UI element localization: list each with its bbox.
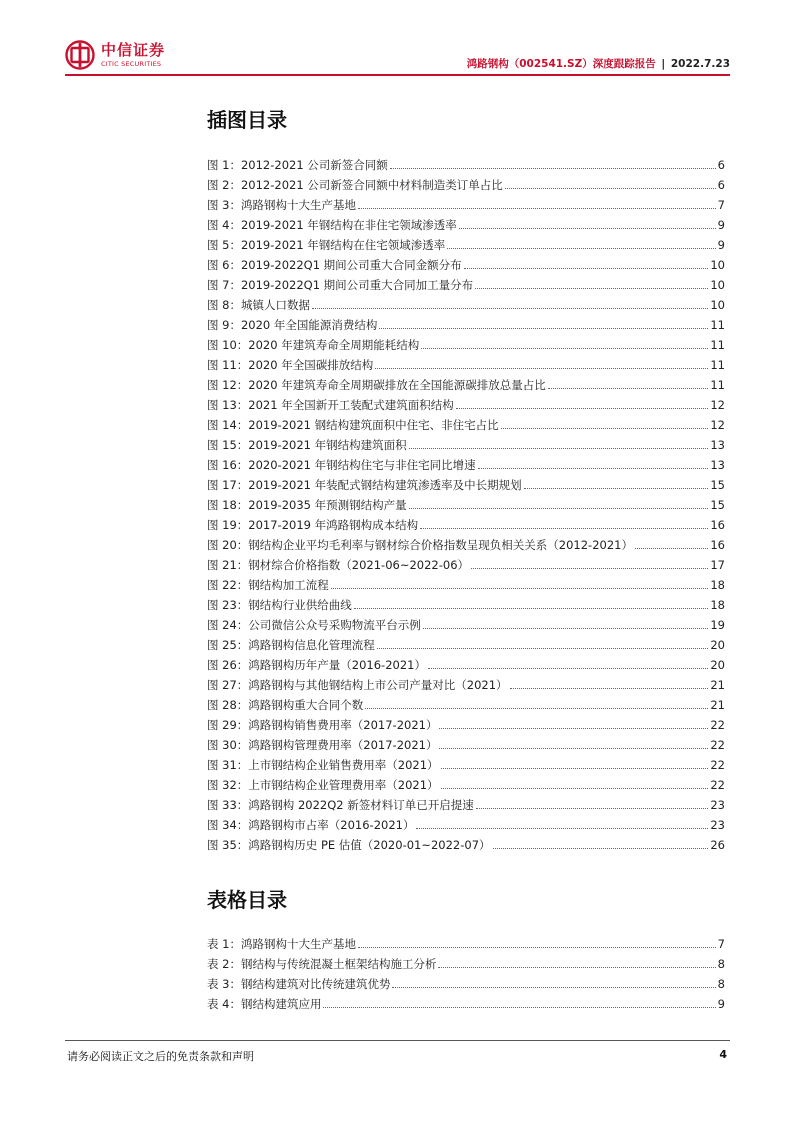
figure-entry-label: 图 30：鸿路钢构管理费用率（2017-2021） bbox=[207, 738, 438, 752]
figure-entry-label: 图 1：2012-2021 公司新签合同额 bbox=[207, 158, 388, 172]
figure-entry[interactable] bbox=[207, 275, 725, 295]
dot-leader bbox=[312, 308, 708, 309]
figure-entry[interactable] bbox=[207, 155, 725, 175]
report-info bbox=[467, 56, 730, 71]
table-entry-label: 表 2：钢结构与传统混凝土框架结构施工分析 bbox=[207, 957, 437, 971]
figure-entry[interactable] bbox=[207, 815, 725, 835]
dot-leader bbox=[493, 848, 709, 849]
figure-entry-label: 图 2：2012-2021 公司新签合同额中材料制造类订单占比 bbox=[207, 178, 503, 192]
dot-leader bbox=[464, 268, 709, 269]
figure-entry-page: 22 bbox=[710, 758, 725, 772]
figure-entry-page: 21 bbox=[710, 698, 725, 712]
figure-entry-label: 图 26：鸿路钢构历年产量（2016-2021） bbox=[207, 658, 426, 672]
figure-entry-label: 图 5：2019-2021 年钢结构在住宅领域渗透率 bbox=[207, 238, 446, 252]
figure-entry-page: 22 bbox=[710, 778, 725, 792]
figure-entry-page: 22 bbox=[710, 738, 725, 752]
figure-entry-label: 图 10：2020 年建筑寿命全周期能耗结构 bbox=[207, 338, 420, 352]
figure-entry[interactable] bbox=[207, 675, 725, 695]
figure-entry-label: 图 3：鸿路钢构十大生产基地 bbox=[207, 198, 356, 212]
figure-entry[interactable] bbox=[207, 215, 725, 235]
table-entry-label: 表 3：钢结构建筑对比传统建筑优势 bbox=[207, 977, 391, 991]
figure-entry-page: 12 bbox=[710, 418, 725, 432]
dot-leader bbox=[377, 648, 709, 649]
figure-entry[interactable] bbox=[207, 255, 725, 275]
figure-entry-label: 图 7：2019-2022Q1 期间公司重大合同加工量分布 bbox=[207, 278, 474, 292]
figure-entry-label: 图 33：鸿路钢构 2022Q2 新签材料订单已开启提速 bbox=[207, 798, 474, 812]
figure-entry-label: 图 20：钢结构企业平均毛利率与钢材综合价格指数呈现负相关关系（2012-2021） bbox=[207, 538, 633, 552]
figure-entry-page: 11 bbox=[710, 378, 725, 392]
dot-leader bbox=[331, 588, 709, 589]
dot-leader bbox=[441, 768, 709, 769]
figure-entry-page: 23 bbox=[710, 818, 725, 832]
figure-entry-label: 图 23：钢结构行业供给曲线 bbox=[207, 598, 352, 612]
figure-entry-page: 13 bbox=[710, 438, 725, 452]
figure-entry[interactable] bbox=[207, 295, 725, 315]
figure-entry[interactable] bbox=[207, 595, 725, 615]
figure-entry-label: 图 31：上市钢结构企业销售费用率（2021） bbox=[207, 758, 439, 772]
dot-leader bbox=[409, 508, 709, 509]
dot-leader bbox=[476, 808, 709, 809]
figure-entry[interactable] bbox=[207, 195, 725, 215]
header-divider bbox=[65, 74, 730, 76]
figure-entry-label: 图 17：2019-2021 年装配式钢结构建筑渗透率及中长期规划 bbox=[207, 478, 522, 492]
dot-leader bbox=[354, 608, 709, 609]
figure-entry-label: 图 27：鸿路钢构与其他钢结构上市公司产量对比（2021） bbox=[207, 678, 508, 692]
dot-leader bbox=[423, 628, 709, 629]
page-number: 4 bbox=[719, 1048, 727, 1061]
figure-entry-page: 17 bbox=[710, 558, 725, 572]
figure-entry[interactable] bbox=[207, 235, 725, 255]
figure-entry-label: 图 34：鸿路钢构市占率（2016-2021） bbox=[207, 818, 415, 832]
figure-entry-label: 图 11：2020 年全国碳排放结构 bbox=[207, 358, 374, 372]
figure-entry[interactable] bbox=[207, 755, 725, 775]
dot-leader bbox=[456, 408, 709, 409]
figure-entry-label: 图 18：2019-2035 年预测钢结构产量 bbox=[207, 498, 407, 512]
dot-leader bbox=[323, 1007, 715, 1008]
dot-leader bbox=[416, 828, 708, 829]
figure-entry-page: 21 bbox=[710, 678, 725, 692]
figure-entry[interactable] bbox=[207, 615, 725, 635]
dot-leader bbox=[447, 248, 715, 249]
dot-leader bbox=[392, 987, 715, 988]
figure-entry[interactable] bbox=[207, 635, 725, 655]
figure-entry[interactable] bbox=[207, 835, 725, 855]
figure-entry-label: 图 19：2017-2019 年鸿路钢构成本结构 bbox=[207, 518, 419, 532]
figure-entry-label: 图 21：钢材综合价格指数（2021-06~2022-06） bbox=[207, 558, 470, 572]
figure-entry-page: 10 bbox=[710, 258, 725, 272]
figure-entry[interactable] bbox=[207, 335, 725, 355]
figure-entry-label: 图 12：2020 年建筑寿命全周期碳排放在全国能源碳排放总量占比 bbox=[207, 378, 546, 392]
report-date: 2022.7.23 bbox=[670, 58, 730, 70]
table-entry[interactable] bbox=[207, 934, 725, 954]
figure-entry-label: 图 13：2021 年全国新开工装配式建筑面积结构 bbox=[207, 398, 454, 412]
figure-entry[interactable] bbox=[207, 395, 725, 415]
table-entry-page: 8 bbox=[717, 977, 725, 991]
figure-entry-page: 19 bbox=[710, 618, 725, 632]
figure-entry[interactable] bbox=[207, 535, 725, 555]
figure-entry-page: 13 bbox=[710, 458, 725, 472]
dot-leader bbox=[505, 188, 716, 189]
dot-leader bbox=[379, 328, 708, 329]
figure-entry-page: 26 bbox=[710, 838, 725, 852]
figure-entry-label: 图 22：钢结构加工流程 bbox=[207, 578, 329, 592]
figure-entry-page: 18 bbox=[710, 598, 725, 612]
figure-entry-label: 图 32：上市钢结构企业管理费用率（2021） bbox=[207, 778, 439, 792]
figure-entry-page: 9 bbox=[717, 218, 725, 232]
table-entry[interactable] bbox=[207, 954, 725, 974]
figure-entry-page: 23 bbox=[710, 798, 725, 812]
figure-entry[interactable] bbox=[207, 715, 725, 735]
dot-leader bbox=[439, 728, 708, 729]
header-separator: | bbox=[661, 58, 666, 70]
citic-logo bbox=[65, 38, 165, 72]
dot-leader bbox=[548, 388, 709, 389]
figure-entry[interactable] bbox=[207, 575, 725, 595]
figure-entry[interactable] bbox=[207, 455, 725, 475]
dot-leader bbox=[501, 428, 709, 429]
dot-leader bbox=[365, 708, 708, 709]
dot-leader bbox=[421, 348, 708, 349]
figure-entry-page: 20 bbox=[710, 638, 725, 652]
figure-entry[interactable] bbox=[207, 415, 725, 435]
figure-entry-label: 图 6：2019-2022Q1 期间公司重大合同金额分布 bbox=[207, 258, 462, 272]
figure-entry[interactable] bbox=[207, 795, 725, 815]
figure-entry-page: 15 bbox=[710, 498, 725, 512]
figure-entry-page: 22 bbox=[710, 718, 725, 732]
table-entry[interactable] bbox=[207, 974, 725, 994]
figure-entry-label: 图 16：2020-2021 年钢结构住宅与非住宅同比增速 bbox=[207, 458, 476, 472]
dot-leader bbox=[475, 288, 708, 289]
figure-entry-page: 11 bbox=[710, 338, 725, 352]
figure-entry[interactable] bbox=[207, 515, 725, 535]
dot-leader bbox=[390, 168, 716, 169]
figure-entry-page: 7 bbox=[717, 198, 725, 212]
figure-entry-label: 图 4：2019-2021 年钢结构在非住宅领域渗透率 bbox=[207, 218, 457, 232]
figure-entry-page: 20 bbox=[710, 658, 725, 672]
dot-leader bbox=[358, 208, 716, 209]
dot-leader bbox=[375, 368, 708, 369]
figure-entry[interactable] bbox=[207, 695, 725, 715]
table-entry-page: 7 bbox=[717, 937, 725, 951]
figure-entry-page: 16 bbox=[710, 518, 725, 532]
dot-leader bbox=[409, 448, 709, 449]
dot-leader bbox=[428, 668, 708, 669]
figure-entry-page: 6 bbox=[717, 158, 725, 172]
report-title: 鸿路钢构（002541.SZ）深度跟踪报告 bbox=[466, 58, 656, 70]
logo-chinese-name: 中信证券 bbox=[101, 40, 166, 59]
figure-entry[interactable] bbox=[207, 375, 725, 395]
figure-entry-label: 图 14：2019-2021 钢结构建筑面积中住宅、非住宅占比 bbox=[207, 418, 499, 432]
dot-leader bbox=[441, 788, 709, 789]
table-entry-label: 表 4：钢结构建筑应用 bbox=[207, 997, 322, 1011]
dot-leader bbox=[438, 967, 715, 968]
dot-leader bbox=[478, 468, 709, 469]
figures-section-title: 插图目录 bbox=[207, 108, 287, 132]
dot-leader bbox=[524, 488, 709, 489]
figure-entry-page: 18 bbox=[710, 578, 725, 592]
footer-divider bbox=[65, 1040, 730, 1041]
page-header bbox=[65, 34, 730, 76]
dot-leader bbox=[635, 548, 708, 549]
figure-entry-page: 10 bbox=[710, 298, 725, 312]
figure-entry[interactable] bbox=[207, 175, 725, 195]
figure-entry[interactable] bbox=[207, 435, 725, 455]
dot-leader bbox=[510, 688, 709, 689]
figure-entry-label: 图 25：鸿路钢构信息化管理流程 bbox=[207, 638, 375, 652]
figure-entry-label: 图 9：2020 年全国能源消费结构 bbox=[207, 318, 378, 332]
tables-toc-list bbox=[207, 934, 725, 1014]
figure-entry-page: 6 bbox=[717, 178, 725, 192]
figure-entry-page: 16 bbox=[710, 538, 725, 552]
figure-entry[interactable] bbox=[207, 355, 725, 375]
footer-disclaimer: 请务必阅读正文之后的免责条款和声明 bbox=[67, 1050, 254, 1063]
citic-logo-icon bbox=[65, 40, 95, 70]
figure-entry[interactable] bbox=[207, 775, 725, 795]
figure-entry-label: 图 29：鸿路钢构销售费用率（2017-2021） bbox=[207, 718, 438, 732]
figure-entry-page: 10 bbox=[710, 278, 725, 292]
figure-entry[interactable] bbox=[207, 735, 725, 755]
dot-leader bbox=[358, 947, 716, 948]
figure-entry-label: 图 15：2019-2021 年钢结构建筑面积 bbox=[207, 438, 407, 452]
figure-entry-page: 11 bbox=[710, 318, 725, 332]
dot-leader bbox=[471, 568, 708, 569]
figure-entry-label: 图 35：鸿路钢构历史 PE 估值（2020-01~2022-07） bbox=[207, 838, 491, 852]
table-entry-label: 表 1：鸿路钢构十大生产基地 bbox=[207, 937, 356, 951]
figures-toc-list bbox=[207, 155, 725, 855]
figure-entry-label: 图 24：公司微信公众号采购物流平台示例 bbox=[207, 618, 421, 632]
figure-entry-label: 图 28：鸿路钢构重大合同个数 bbox=[207, 698, 364, 712]
logo-english-name: CITIC SECURITIES bbox=[101, 59, 162, 68]
table-entry-page: 9 bbox=[717, 997, 725, 1011]
table-entry-page: 8 bbox=[717, 957, 725, 971]
tables-section-title: 表格目录 bbox=[207, 888, 287, 912]
figure-entry-page: 12 bbox=[710, 398, 725, 412]
figure-entry[interactable] bbox=[207, 655, 725, 675]
figure-entry-page: 15 bbox=[710, 478, 725, 492]
dot-leader bbox=[439, 748, 708, 749]
figure-entry[interactable] bbox=[207, 315, 725, 335]
figure-entry[interactable] bbox=[207, 475, 725, 495]
dot-leader bbox=[459, 228, 716, 229]
figure-entry-page: 11 bbox=[710, 358, 725, 372]
figure-entry-page: 9 bbox=[717, 238, 725, 252]
table-entry[interactable] bbox=[207, 994, 725, 1014]
dot-leader bbox=[420, 528, 708, 529]
figure-entry[interactable] bbox=[207, 495, 725, 515]
figure-entry-label: 图 8：城镇人口数据 bbox=[207, 298, 310, 312]
figure-entry[interactable] bbox=[207, 555, 725, 575]
